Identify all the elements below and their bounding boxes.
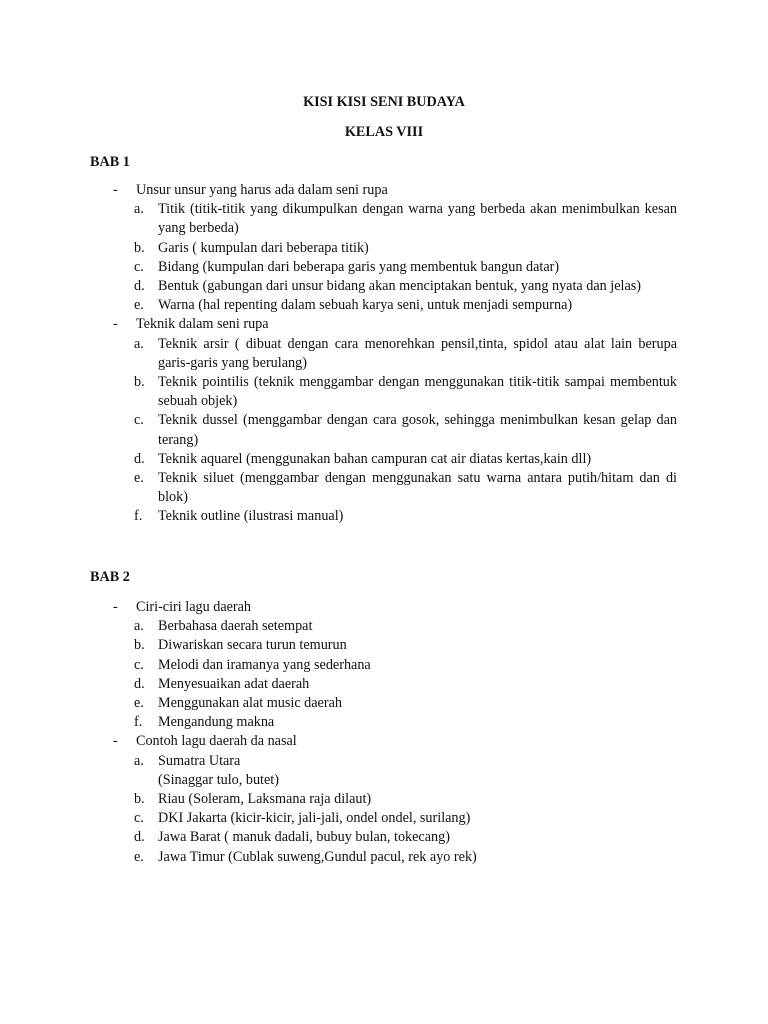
list-item-text: Jawa Barat ( manuk dadali, bubuy bulan, tokecang) xyxy=(158,829,450,846)
list-item xyxy=(134,200,677,238)
list-item-text: Teknik arsir ( dibuat dengan cara menorehkan pensil,tinta, spidol atau alat lain berupa garis-garis yang berulang) xyxy=(158,335,677,371)
list-item xyxy=(134,450,677,469)
list-item xyxy=(134,335,677,373)
list-item-subtext: (Sinaggar tulo, butet) xyxy=(158,771,279,788)
list-item-marker: f. xyxy=(134,714,143,731)
list-group-label: Ciri-ciri lagu daerah xyxy=(136,599,252,615)
list-item-text: DKI Jakarta (kicir-kicir, jali-jali, ondel ondel, surilang) xyxy=(158,810,471,827)
list-item-text: Teknik dussel (menggambar dengan cara gosok, sehingga menimbulkan kesan gelap dan terang) xyxy=(158,412,677,448)
list-item-marker: c. xyxy=(134,810,144,827)
list-item xyxy=(134,411,677,449)
list-item xyxy=(134,636,677,655)
list-item-text: Teknik pointilis (teknik menggambar dengan menggunakan titik-titik sampai membentuk sebuah objek) xyxy=(158,374,677,410)
list-item-marker: c. xyxy=(134,656,144,673)
list-item xyxy=(134,617,677,636)
dash-marker: - xyxy=(113,182,118,198)
list-item-marker: a. xyxy=(134,335,144,352)
bab1-section xyxy=(0,181,768,527)
list-item-text: Garis ( kumpulan dari beberapa titik) xyxy=(158,239,369,256)
list-item-marker: d. xyxy=(134,450,145,467)
list-item-text: Teknik outline (ilustrasi manual) xyxy=(158,508,344,525)
list-item xyxy=(134,507,677,526)
list-item-marker: e. xyxy=(134,848,144,865)
list-item xyxy=(134,790,677,809)
bab2-section xyxy=(0,598,768,867)
list-item-marker: b. xyxy=(134,374,145,390)
dash-marker: - xyxy=(113,316,118,333)
dash-marker: - xyxy=(113,733,118,750)
list-item xyxy=(134,713,677,732)
list-item xyxy=(134,809,677,828)
list-item-text: Jawa Timur (Cublak suweng,Gundul pacul, rek ayo rek) xyxy=(158,848,477,865)
list-group-label: Unsur unsur yang harus ada dalam seni rupa xyxy=(136,182,388,198)
list-item-marker: a. xyxy=(134,752,144,769)
list-item xyxy=(134,258,677,277)
list-item-marker: e. xyxy=(134,695,144,711)
list-item-text: Melodi dan iramanya yang sederhana xyxy=(158,656,371,673)
list-item-text: Sumatra Utara xyxy=(158,752,241,769)
list-item xyxy=(134,848,677,867)
dash-marker: - xyxy=(113,599,118,615)
list-group-label: Teknik dalam seni rupa xyxy=(136,316,269,333)
list-item-text: Menggunakan alat music daerah xyxy=(158,695,342,711)
list-item-marker: d. xyxy=(134,829,145,846)
list-item-text: Bentuk (gabungan dari unsur bidang akan menciptakan bentuk, yang nyata dan jelas) xyxy=(158,278,642,294)
list-group-header xyxy=(0,181,768,200)
list-item xyxy=(134,675,677,694)
list-item-text: Riau (Soleram, Laksmana raja dilaut) xyxy=(158,791,372,807)
list-item-text: Berbahasa daerah setempat xyxy=(158,618,313,635)
list-item-marker: e. xyxy=(134,470,144,487)
list-item xyxy=(134,694,677,713)
list-item xyxy=(134,239,677,258)
list-item xyxy=(134,277,677,296)
list-item-marker: e. xyxy=(134,297,144,314)
list-item-marker: c. xyxy=(134,412,144,429)
list-item-text: Diwariskan secara turun temurun xyxy=(158,637,347,654)
bab1-heading: BAB 1 xyxy=(90,154,130,170)
list-item-text: Mengandung makna xyxy=(158,714,275,731)
list-item-text: Menyesuaikan adat daerah xyxy=(158,675,310,692)
list-item-text: Titik (titik-titik yang dikumpulkan dengan warna yang berbeda akan menimbulkan kesan yang berbeda) xyxy=(158,201,677,237)
list-item-marker: d. xyxy=(134,675,145,692)
list-item-marker: c. xyxy=(134,258,144,275)
list-item-text: Teknik siluet (menggambar dengan menggunakan satu warna antara putih/hitam dan di blok) xyxy=(158,470,677,506)
list-item-marker: b. xyxy=(134,791,145,807)
list-item-text: Teknik aquarel (menggunakan bahan campuran cat air diatas kertas,kain dll) xyxy=(158,450,592,467)
list-group-label: Contoh lagu daerah da nasal xyxy=(136,733,297,750)
list-item xyxy=(134,828,677,847)
list-item-marker: a. xyxy=(134,618,144,635)
list-group-header xyxy=(0,732,768,751)
list-item xyxy=(134,373,677,411)
list-item-text: Bidang (kumpulan dari beberapa garis yang membentuk bangun datar) xyxy=(158,258,560,275)
list-item xyxy=(134,469,677,507)
document-title: KISI KISI SENI BUDAYA xyxy=(303,94,465,110)
list-item xyxy=(134,296,677,315)
list-item-marker: b. xyxy=(134,239,145,256)
list-item-marker: d. xyxy=(134,278,145,294)
list-group-header xyxy=(0,598,768,617)
list-item-marker: b. xyxy=(134,637,145,654)
list-item xyxy=(134,656,677,675)
document-subtitle: KELAS VIII xyxy=(344,124,424,140)
list-item-marker: a. xyxy=(134,201,144,218)
list-item xyxy=(134,752,677,790)
list-item-text: Warna (hal repenting dalam sebuah karya seni, untuk menjadi sempurna) xyxy=(158,297,573,314)
list-group-header xyxy=(0,315,768,334)
bab2-heading: BAB 2 xyxy=(90,569,130,585)
list-item-marker: f. xyxy=(134,508,143,525)
